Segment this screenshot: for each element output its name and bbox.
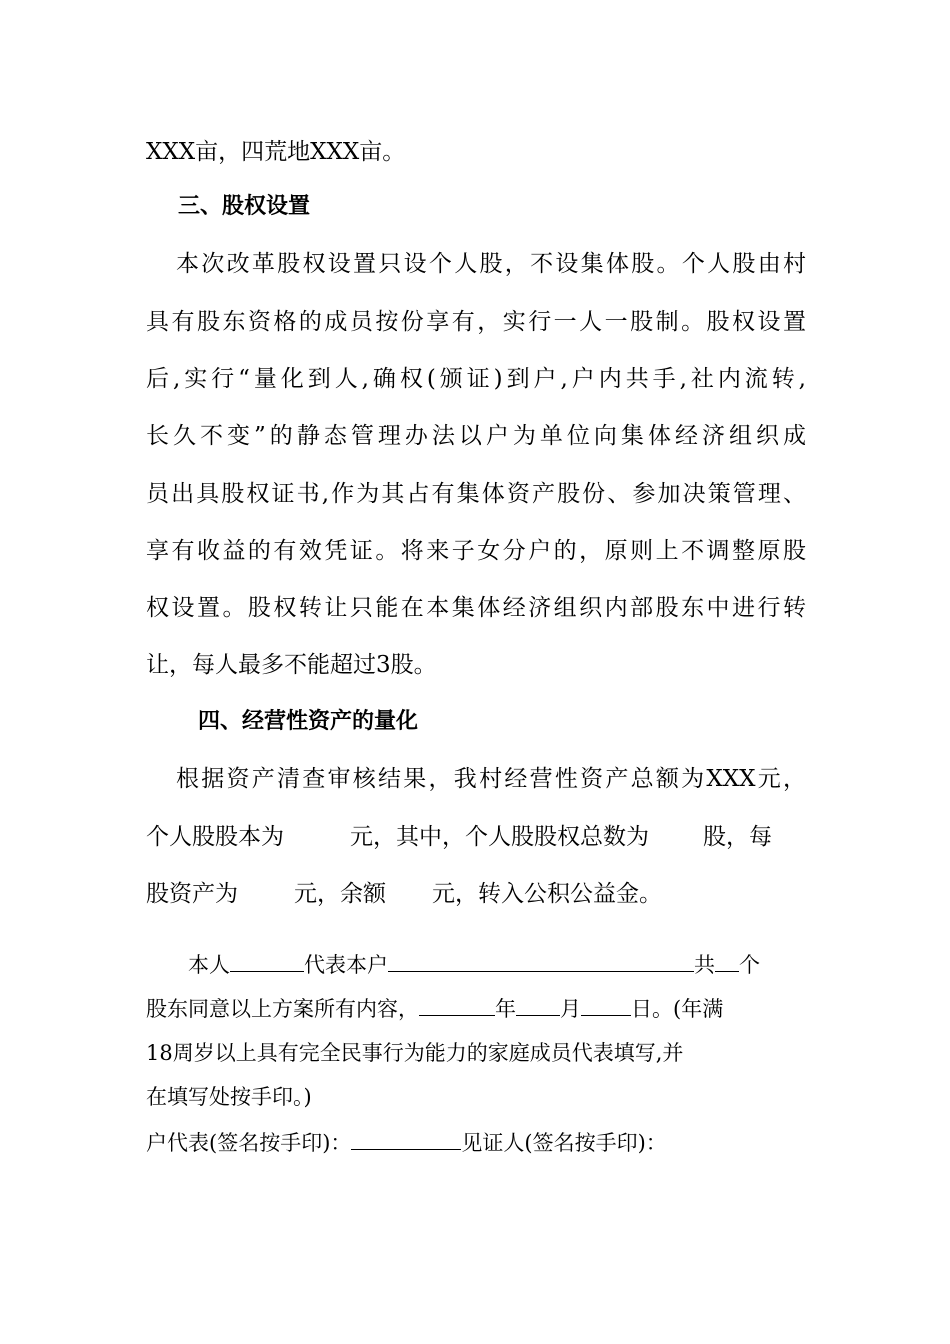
consent-line-4: 在填写处按手印。) bbox=[146, 1085, 312, 1109]
total-label: 共 bbox=[694, 953, 715, 977]
household-rep-signature-field[interactable] bbox=[351, 1129, 461, 1150]
consent-line-1 bbox=[188, 951, 760, 979]
household-rep-label: 户代表(签名按手印)： bbox=[146, 1131, 352, 1155]
section4-line-3 bbox=[146, 879, 662, 909]
per-share-label: 股，每 bbox=[703, 824, 772, 850]
section3-line-3: 后,实行“量化到人,确权(颁证)到户,户内共手,社内流转, bbox=[146, 366, 806, 392]
section-heading-equity-setup: 三、股权设置 bbox=[178, 194, 311, 219]
section3-line-1: 本次改革股权设置只设个人股，不设集体股。个人股由村 bbox=[176, 251, 806, 277]
day-label: 日。(年满 bbox=[631, 997, 724, 1021]
agree-label: 股东同意以上方案所有内容， bbox=[146, 997, 419, 1021]
year-label: 年 bbox=[495, 997, 516, 1021]
section3-line-5: 员出具股权证书,作为其占有集体资产股份、参加决策管理、 bbox=[146, 481, 806, 507]
consent-line-2 bbox=[146, 995, 723, 1023]
total-shares-label: 元，其中，个人股股权总数为 bbox=[350, 824, 649, 850]
month-label: 月 bbox=[560, 997, 581, 1021]
section3-line-8: 让，每人最多不能超过3股。 bbox=[146, 652, 437, 678]
name-field[interactable] bbox=[230, 951, 304, 972]
continued-paragraph: XXX亩，四荒地XXX亩。 bbox=[146, 139, 406, 165]
section4-line-2 bbox=[146, 822, 806, 852]
asset-per-share-label: 股资产为 bbox=[146, 881, 238, 907]
shareholder-count-field[interactable] bbox=[715, 951, 739, 972]
count-unit-label: 个 bbox=[739, 953, 760, 977]
section3-line-6: 享有收益的有效凭证。将来子女分户的，原则上不调整原股 bbox=[146, 538, 806, 564]
balance-label: 元，余额 bbox=[294, 881, 386, 907]
section3-line-2: 具有股东资格的成员按份享有，实行一人一股制。股权设置 bbox=[146, 309, 806, 335]
consent-line-3: 18周岁以上具有完全民事行为能力的家庭成员代表填写,并 bbox=[146, 1041, 684, 1065]
year-field[interactable] bbox=[419, 995, 495, 1016]
witness-label: 见证人(签名按手印)： bbox=[461, 1131, 667, 1155]
section3-line-4: 长久不变”的静态管理办法以户为单位向集体经济组织成 bbox=[146, 423, 806, 449]
represent-household-label: 代表本户 bbox=[304, 953, 388, 977]
section4-line-1: 根据资产清查审核结果，我村经营性资产总额为XXX元， bbox=[176, 766, 806, 792]
transfer-label: 元，转入公积公益金。 bbox=[432, 881, 662, 907]
section-heading-asset-quantification: 四、经营性资产的量化 bbox=[198, 709, 419, 734]
signature-line bbox=[146, 1129, 667, 1157]
month-field[interactable] bbox=[516, 995, 560, 1016]
self-label: 本人 bbox=[188, 953, 230, 977]
share-capital-label: 个人股股本为 bbox=[146, 824, 284, 850]
day-field[interactable] bbox=[581, 995, 631, 1016]
section3-line-7: 权设置。股权转让只能在本集体经济组织内部股东中进行转 bbox=[146, 595, 806, 621]
household-field[interactable] bbox=[388, 951, 694, 972]
